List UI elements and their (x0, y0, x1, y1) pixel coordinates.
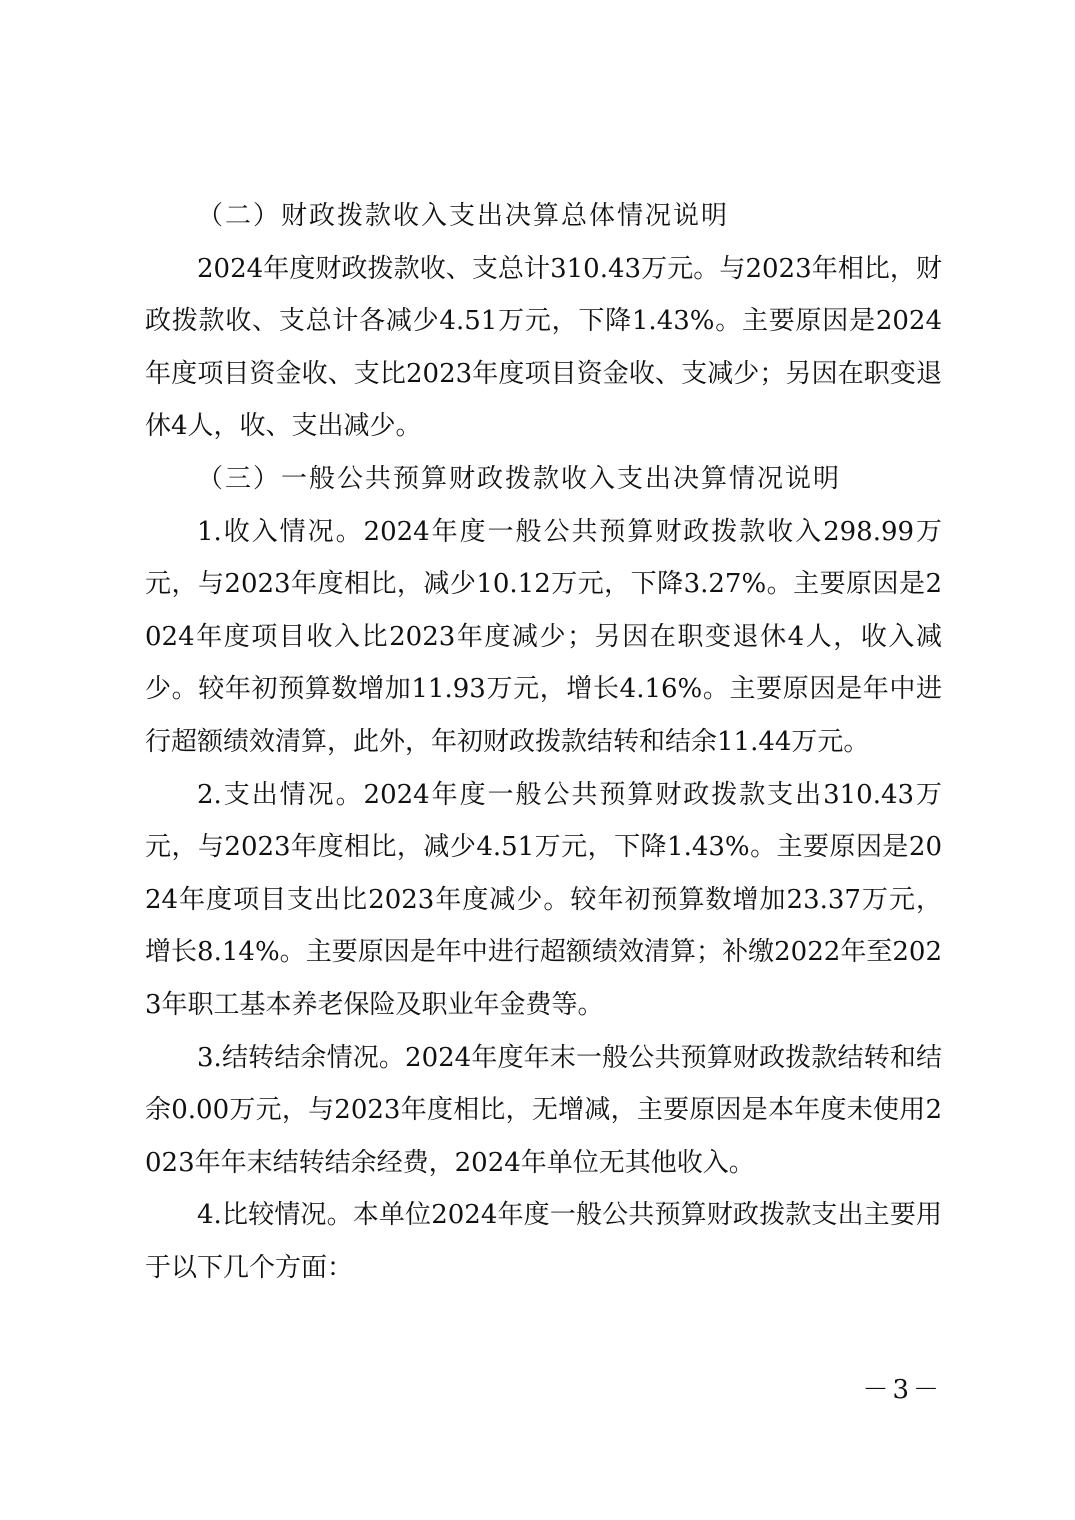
page-number: －3－ (862, 1375, 943, 1405)
paragraph-income-situation: 1.收入情况。2024年度一般公共预算财政拨款收入298.99万元，与2023年度相比，减少10.12万元，下降3.27%。主要原因是2024年度项目收入比2023年度减少；另因在职变退休4人，收入减少。较年初预算数增加11.93万元，增长4.16%。主要原因是年中进行超额绩效清算，此外，年初财政拨款结转和结余11.44万元。 (145, 516, 942, 757)
paragraph-comparison: 4.比较情况。本单位2024年度一般公共预算财政拨款支出主要用于以下几个方面： (145, 1200, 942, 1283)
paragraph-overall-income-expenditure: 2024年度财政拨款收、支总计310.43万元。与2023年相比，财政拨款收、支总计各减少4.51万元，下降1.43%。主要原因是2024年度项目资金收、支比2023年度项目资金收、支减少；另因在职变退休4人，收、支出减少。 (145, 253, 942, 442)
paragraph-carryover-balance: 3.结转结余情况。2024年度年末一般公共预算财政拨款结转和结余0.00万元，与2023年度相比，无增减，主要原因是本年度未使用2023年年末结转结余经费，2024年单位无其他收入。 (145, 1042, 942, 1178)
page-body (145, 190, 942, 1294)
section-heading-general-public-budget: （三）一般公共预算财政拨款收入支出决算情况说明 (197, 463, 842, 494)
paragraph-expenditure-situation: 2.支出情况。2024年度一般公共预算财政拨款支出310.43万元，与2023年度相比，减少4.51万元，下降1.43%。主要原因是2024年度项目支出比2023年度减少。较年初预算数增加23.37万元，增长8.14%。主要原因是年中进行超额绩效清算；补缴2022年至2023年职工基本养老保险及职业年金费等。 (145, 779, 942, 1020)
section-heading-financial-appropriation-overall: （二）财政拨款收入支出决算总体情况说明 (197, 201, 730, 231)
